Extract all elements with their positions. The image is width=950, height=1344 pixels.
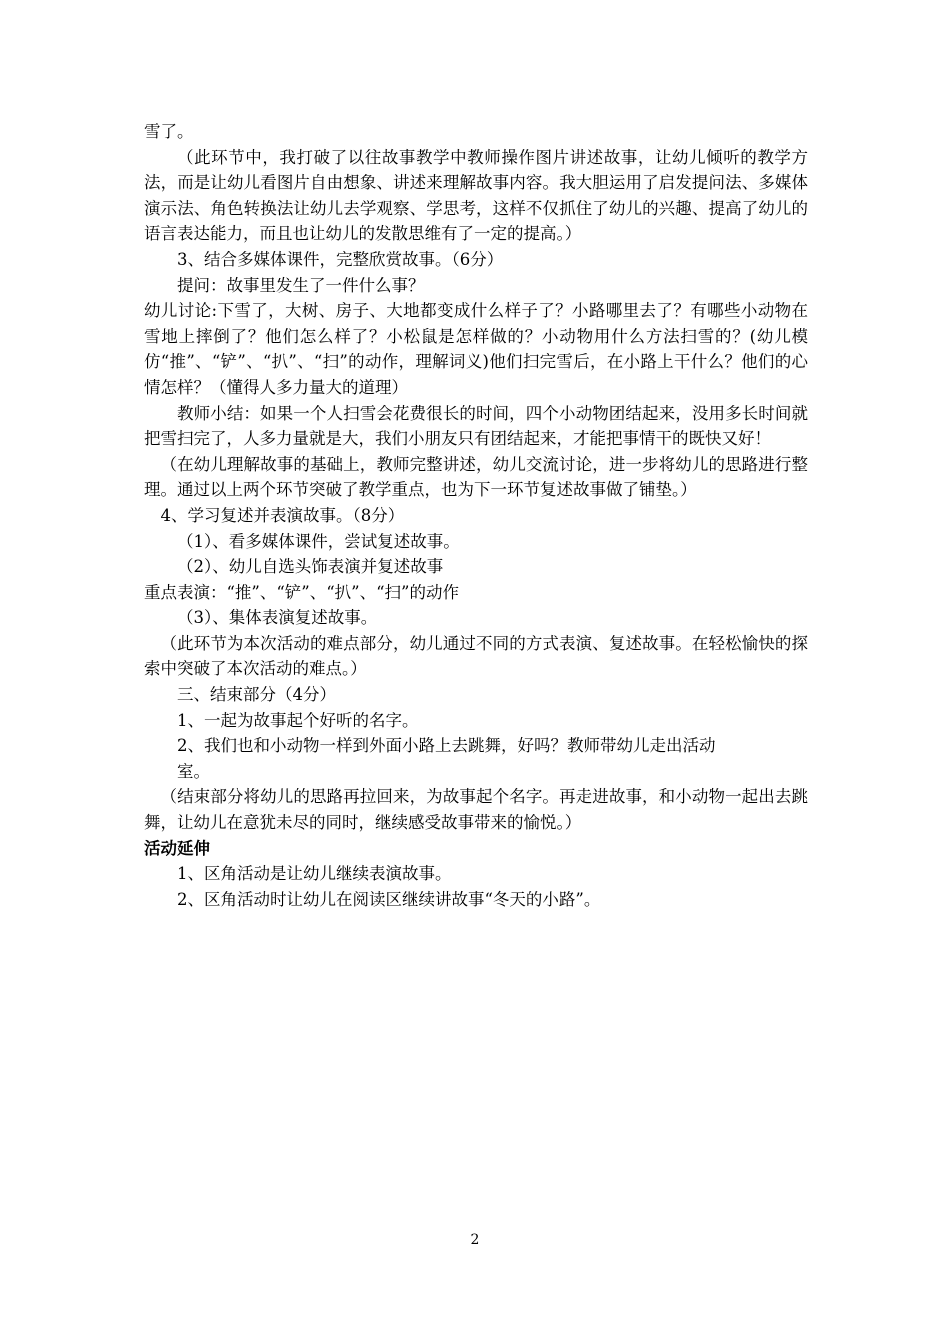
paragraph (144, 733, 808, 784)
paragraph: 1、区角活动是让幼儿继续表演故事。 (177, 864, 452, 884)
paragraph: 1、一起为故事起个好听的名字。 (177, 710, 419, 730)
paragraph: （1）、看多媒体课件，尝试复述故事。 (177, 531, 460, 551)
section-heading: 三、结束部分（4分） (177, 685, 336, 705)
paragraph: （在幼儿理解故事的基础上，教师完整讲述，幼儿交流讨论，进一步将幼儿的思路进行整理。通过以上两个环节突破了教学重点，也为下一环节复述故事做了铺垫。） (144, 454, 808, 500)
paragraph: （此环节为本次活动的难点部分，幼儿通过不同的方式表演、复述故事。在轻松愉快的探索中突破了本次活动的难点。） (144, 633, 808, 679)
paragraph: （3）、集体表演复述故事。 (177, 608, 378, 628)
paragraph: 教师小结：如果一个人扫雪会花费很长的时间，四个小动物团结起来，没用多长时间就把雪扫完了，人多力量就是大，我们小朋友只有团结起来，才能把事情干的既快又好！ (144, 403, 808, 449)
section-heading: 活动延伸 (144, 838, 210, 858)
paragraph-line: 2、我们也和小动物一样到外面小路上去跳舞，好吗？教师带幼儿走出活动 (177, 736, 716, 756)
paragraph: （此环节中，我打破了以往故事教学中教师操作图片讲述故事，让幼儿倾听的教学方法，而是让幼儿看图片自由想象、讲述来理解故事内容。我大胆运用了启发提问法、多媒体演示法、角色转换法让幼儿去学观察、学思考，这样不仅抓住了幼儿的兴趣、提高了幼儿的语言表达能力，而且也让幼儿的发散思维有了一定的提高。） (144, 147, 808, 244)
paragraph: 2、区角活动时让幼儿在阅读区继续讲故事“冬天的小路”。 (177, 889, 601, 909)
paragraph: 4、学习复述并表演故事。（8分） (160, 505, 405, 525)
paragraph-line: 室。 (177, 761, 210, 781)
paragraph: 重点表演：“推”、“铲”、“扒”、“扫”的动作 (144, 582, 459, 602)
paragraph: （结束部分将幼儿的思路再拉回来，为故事起个名字。再走进故事，和小动物一起出去跳舞，让幼儿在意犹未尽的同时，继续感受故事带来的愉悦。） (144, 787, 808, 833)
paragraph: 幼儿讨论:下雪了，大树、房子、大地都变成什么样子了？小路哪里去了？有哪些小动物在雪地上摔倒了？他们怎么样了？小松鼠是怎样做的？小动物用什么方法扫雪的？(幼儿模仿“推”、“铲”、“扒”、“扫”的动作，理解词义)他们扫完雪后，在小路上干什么？他们的心情怎样？（懂得人多力量大的道理） (144, 301, 808, 397)
paragraph: 3、结合多媒体课件，完整欣赏故事。（6分） (177, 249, 504, 269)
body-text (144, 119, 808, 912)
paragraph: 雪了。 (144, 122, 194, 141)
page-number: 2 (470, 1232, 480, 1248)
paragraph: 提问：故事里发生了一件什么事？ (177, 275, 425, 295)
paragraph: （2）、幼儿自选头饰表演并复述故事 (177, 557, 444, 577)
